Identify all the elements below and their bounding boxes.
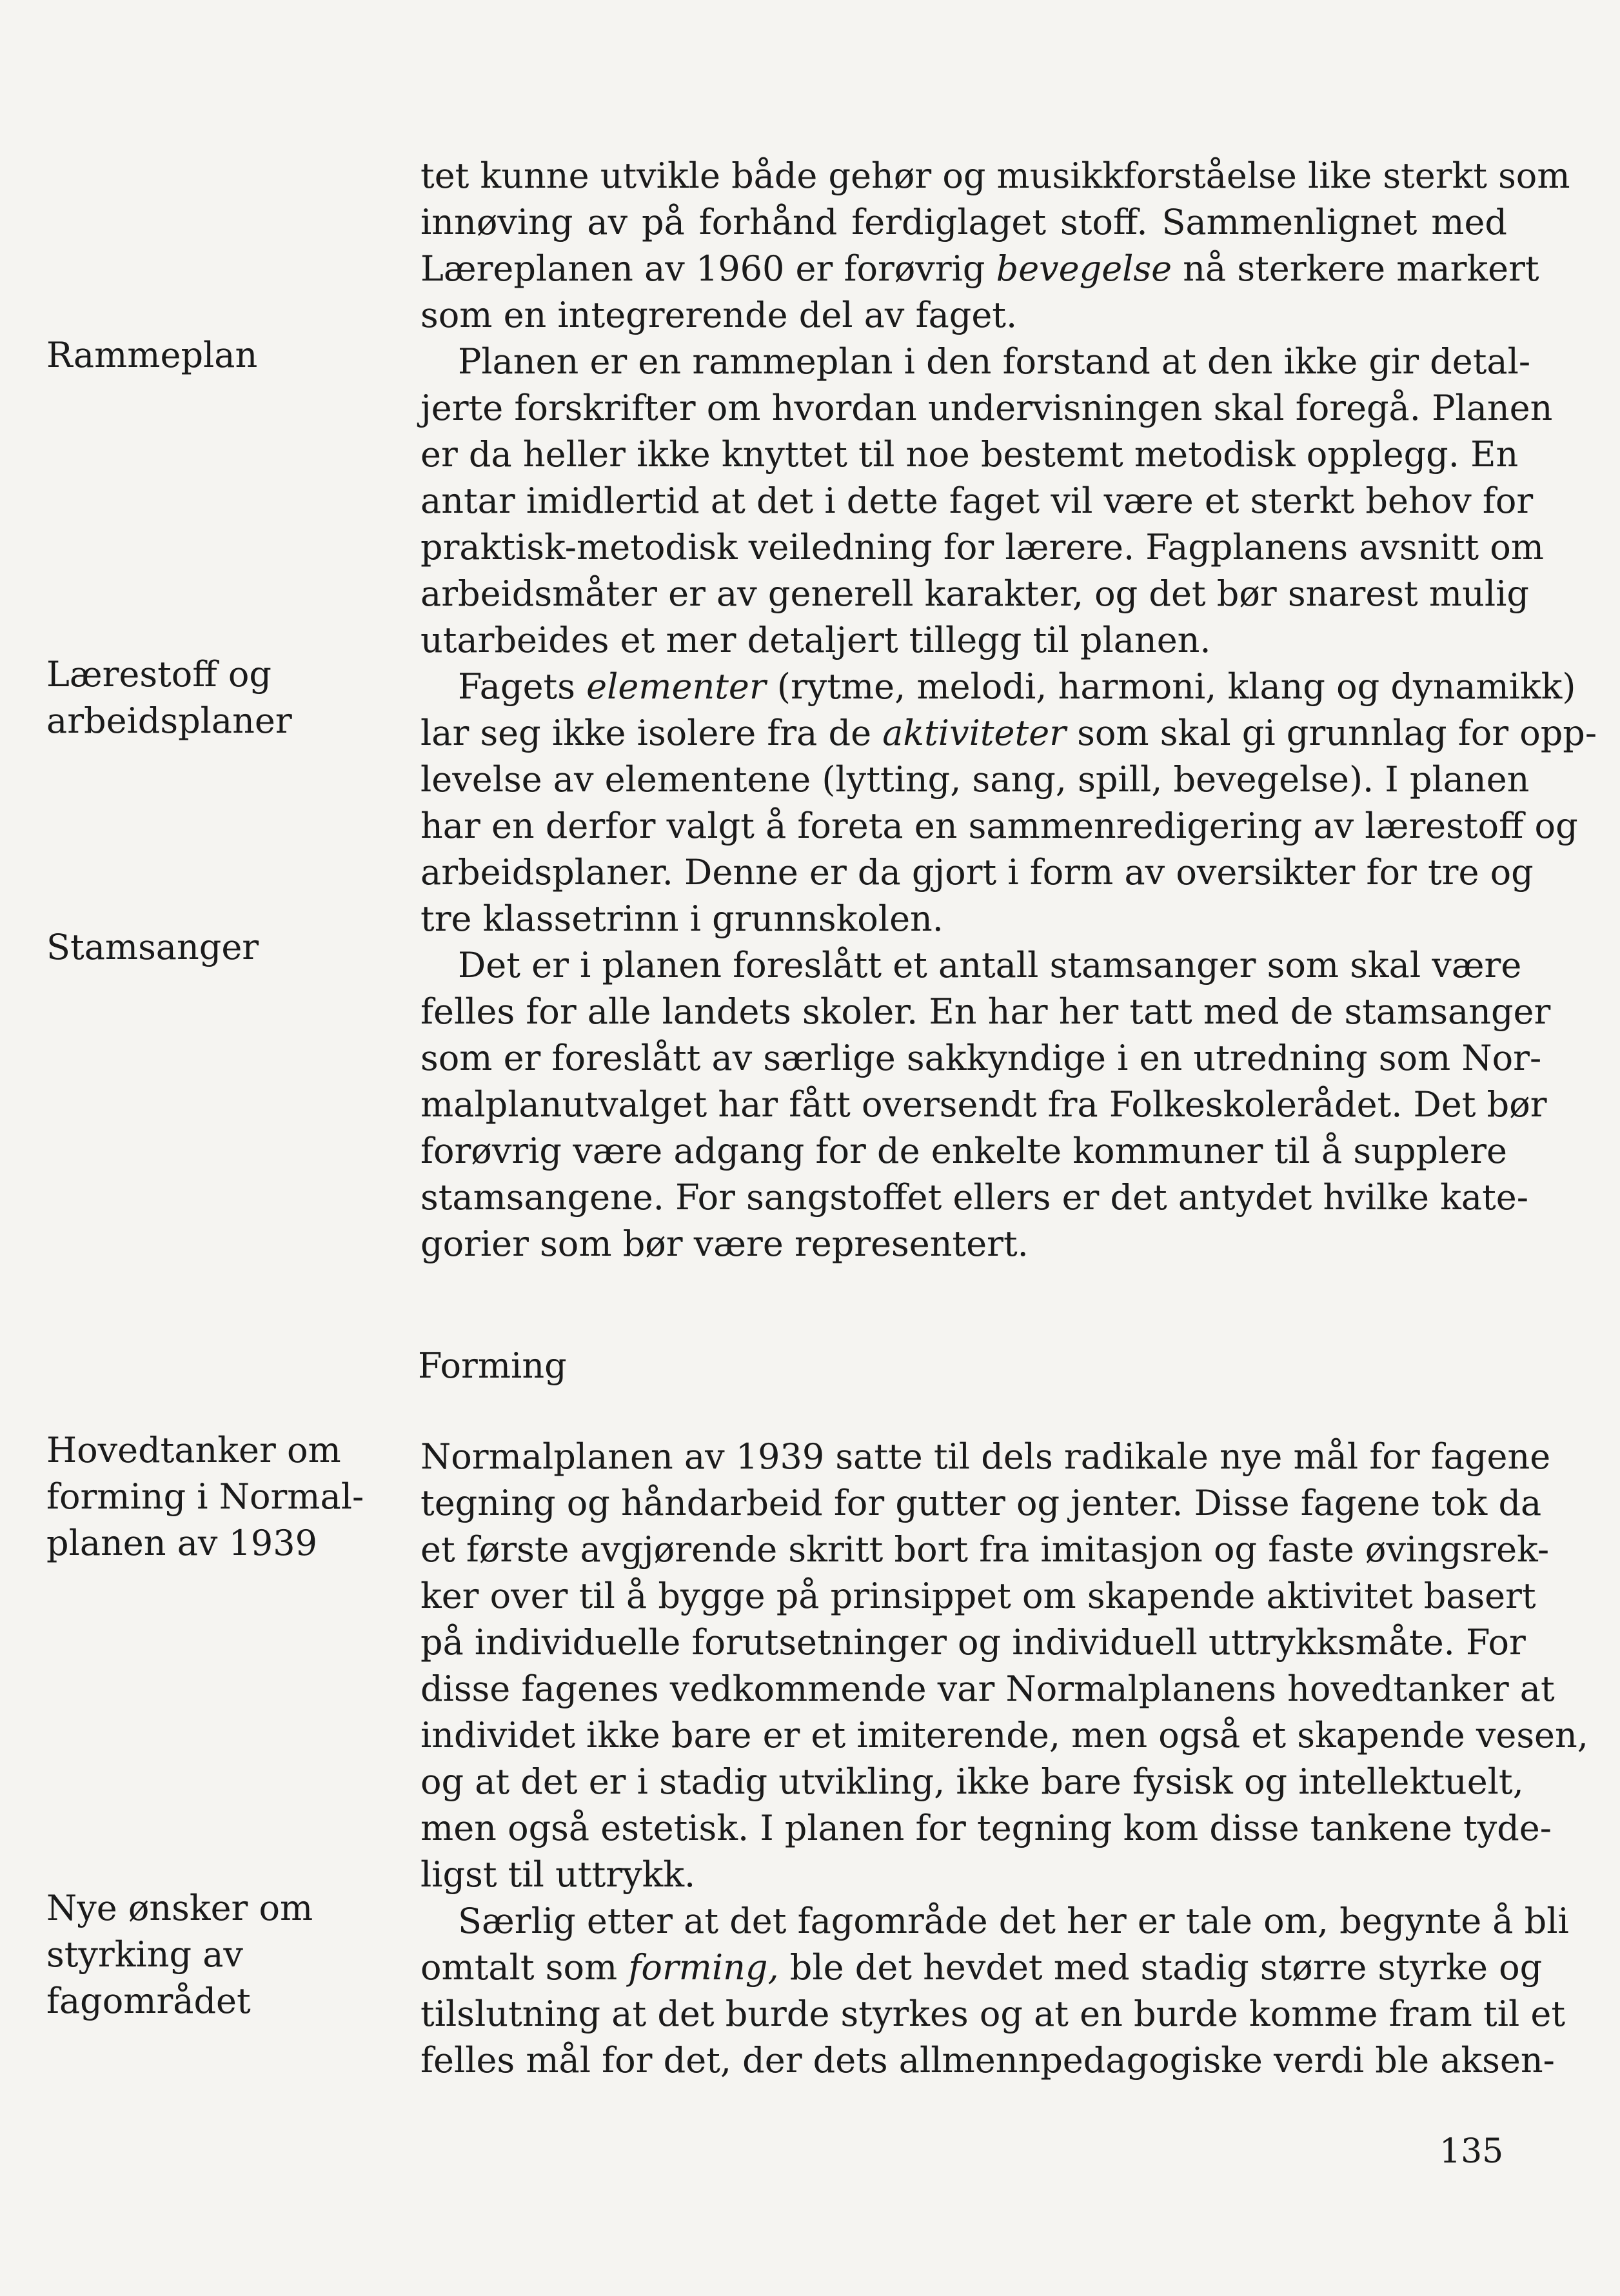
body-text-segment: som skal gi grunnlag for opp- <box>1065 713 1597 753</box>
body-text-line <box>420 246 1539 292</box>
body-text-segment: ble det hevdet med stadig større styrke og <box>778 1947 1543 1988</box>
body-text-segment: Fagets <box>458 666 587 707</box>
margin-note-hovedtanker-line3: planen av 1939 <box>46 1523 318 1563</box>
margin-note-hovedtanker-line2: forming i Normal- <box>46 1476 364 1517</box>
body-text-segment: omtalt som <box>420 1947 629 1988</box>
body-text-line: tegning og håndarbeid for gutter og jenter. Disse fagene tok da <box>420 1483 1542 1523</box>
body-text-line: tilslutning at det burde styrkes og at en burde komme fram til et <box>420 1994 1566 2034</box>
body-text-line <box>420 710 1597 757</box>
body-text-line: arbeidsmåter er av generell karakter, og det bør snarest mulig <box>420 573 1529 614</box>
italic-term: forming, <box>628 1947 779 1988</box>
margin-note-hovedtanker-line1: Hovedtanker om <box>46 1430 341 1470</box>
body-text-line: har en derfor valgt å foreta en sammenredigering av lærestoff og <box>420 806 1578 846</box>
body-text-segment: lar seg ikke isolere fra de <box>420 713 883 753</box>
italic-term: aktiviteter <box>882 713 1066 753</box>
paragraph-first-line <box>420 664 1576 710</box>
body-text-line: tre klassetrinn i grunnskolen. <box>420 898 943 939</box>
body-text-line: malplanutvalget har fått oversendt fra Folkeskolerådet. Det bør <box>420 1084 1547 1125</box>
body-text-line: ker over til å bygge på prinsippet om skapende aktivitet basert <box>420 1576 1536 1616</box>
body-text-line: gorier som bør være representert. <box>420 1223 1029 1264</box>
margin-note-rammeplan: Rammeplan <box>46 335 258 375</box>
body-text-line: praktisk-metodisk veiledning for lærere. Fagplanens avsnitt om <box>420 527 1545 568</box>
body-text-line: som er foreslått av særlige sakkyndige i en utredning som Nor- <box>420 1038 1542 1078</box>
body-text-line <box>420 1945 1543 1991</box>
body-text-segment: nå sterkere markert <box>1172 248 1539 289</box>
body-text-line: levelse av elementene (lytting, sang, spill, bevegelse). I planen <box>420 759 1530 800</box>
body-text-line: utarbeides et mer detaljert tillegg til planen. <box>420 620 1211 660</box>
italic-term: elementer <box>586 666 766 707</box>
body-text-line: på individuelle forutsetninger og individuell uttrykksmåte. For <box>420 1622 1526 1663</box>
margin-note-nye-onsker-line1: Nye ønsker om <box>46 1888 313 1928</box>
body-text-line: felles mål for det, der dets allmennpedagogiske verdi ble aksen- <box>420 2040 1555 2081</box>
body-text-line: jerte forskrifter om hvordan undervisningen skal foregå. Planen <box>420 388 1553 428</box>
margin-note-laerestoff-line1: Lærestoff og <box>46 654 272 695</box>
margin-note-stamsanger: Stamsanger <box>46 927 259 967</box>
body-text-line: stamsangene. For sangstoffet ellers er det antydet hvilke kate- <box>420 1177 1528 1218</box>
body-text-segment: Læreplanen av 1960 er forøvrig <box>420 248 996 289</box>
italic-term: bevegelse <box>996 248 1172 289</box>
paragraph-first-line: Planen er en rammeplan i den forstand at den ikke gir detal- <box>458 341 1531 382</box>
body-text-line: disse fagenes vedkommende var Normalplanens hovedtanker at <box>420 1668 1555 1709</box>
margin-note-laerestoff-line2: arbeidsplaner <box>46 700 292 741</box>
paragraph-first-line: Normalplanen av 1939 satte til dels radikale nye mål for fagene <box>420 1436 1551 1477</box>
body-text-line: arbeidsplaner. Denne er da gjort i form av oversikter for tre og <box>420 852 1534 893</box>
paragraph-first-line: Det er i planen foreslått et antall stamsanger som skal være <box>458 945 1522 985</box>
body-text-segment: (rytme, melodi, harmoni, klang og dynamikk) <box>766 666 1576 707</box>
margin-note-nye-onsker-line3: fagområdet <box>46 1981 251 2021</box>
page-number: 135 <box>1439 2132 1504 2171</box>
body-text-line: antar imidlertid at det i dette faget vil være et sterkt behov for <box>420 480 1534 521</box>
body-text-line: individet ikke bare er et imiterende, men også et skapende vesen, <box>420 1715 1588 1756</box>
section-heading-forming: Forming <box>418 1345 567 1386</box>
body-text-line: tet kunne utvikle både gehør og musikkforståelse like sterkt som <box>420 155 1570 196</box>
body-text-line: som en integrerende del av faget. <box>420 295 1018 335</box>
body-text-line: felles for alle landets skoler. En har her tatt med de stamsanger <box>420 991 1551 1032</box>
paragraph-first-line: Særlig etter at det fagområde det her er tale om, begynte å bli <box>458 1901 1569 1941</box>
body-text-line: og at det er i stadig utvikling, ikke bare fysisk og intellektuelt, <box>420 1761 1524 1802</box>
margin-note-nye-onsker-line2: styrking av <box>46 1934 243 1975</box>
body-text-line: forøvrig være adgang for de enkelte kommuner til å supplere <box>420 1131 1507 1171</box>
body-text-line: men også estetisk. I planen for tegning kom disse tankene tyde- <box>420 1808 1552 1848</box>
body-text-line: innøving av på forhånd ferdiglaget stoff. Sammenlignet med <box>420 202 1507 242</box>
body-text-line: ligst til uttrykk. <box>420 1854 696 1895</box>
body-text-line: er da heller ikke knyttet til noe bestemt metodisk opplegg. En <box>420 434 1519 475</box>
body-text-line: et første avgjørende skritt bort fra imitasjon og faste øvingsrek- <box>420 1529 1550 1570</box>
